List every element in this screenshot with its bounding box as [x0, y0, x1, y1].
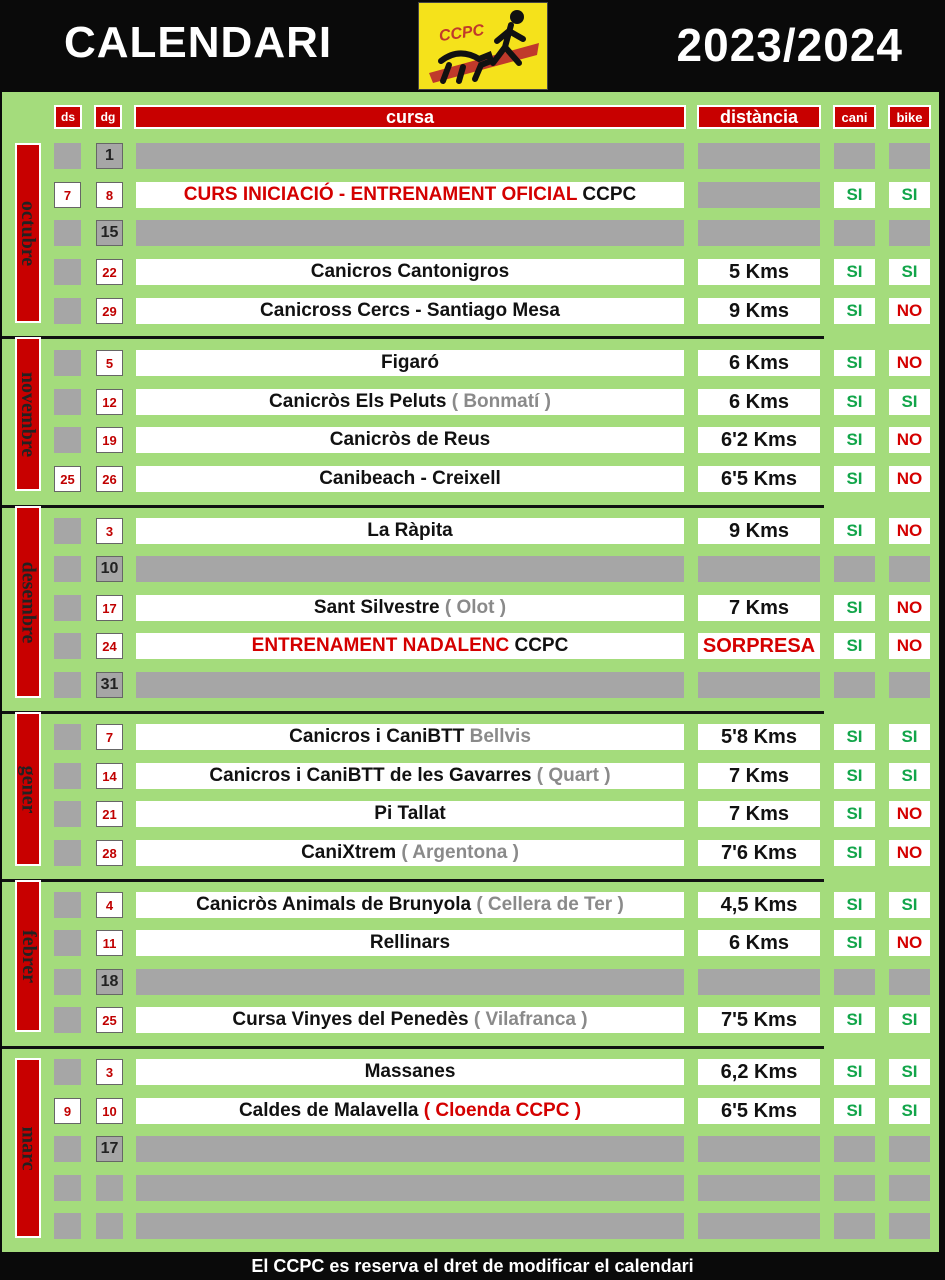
month-tab	[15, 1058, 41, 1238]
race-name-part: Canicross Cercs - Santiago Mesa	[260, 300, 560, 321]
bike-cell: SI	[889, 1098, 930, 1124]
race-name	[136, 763, 684, 789]
distance-cell: 4,5 Kms	[698, 892, 820, 918]
race-name-part: ( Cloenda CCPC )	[423, 1100, 582, 1121]
month-tab	[15, 880, 41, 1032]
distance-cell	[698, 556, 820, 582]
race-name	[136, 556, 684, 582]
bike-cell	[889, 1175, 930, 1201]
race-name	[136, 389, 684, 415]
bike-cell: NO	[889, 298, 930, 324]
dg-cell: 22	[96, 259, 123, 285]
race-name	[136, 1098, 684, 1124]
race-name-part: ( Bonmatí )	[451, 391, 551, 412]
ds-cell	[54, 801, 81, 827]
ds-cell	[54, 556, 81, 582]
ds-cell	[54, 1136, 81, 1162]
dg-cell: 4	[96, 892, 123, 918]
race-name-part: CaniXtrem	[301, 842, 402, 863]
cani-cell: SI	[834, 259, 875, 285]
cani-cell	[834, 1136, 875, 1162]
season-label: 2023/2024	[676, 19, 903, 71]
dg-cell: 10	[96, 556, 123, 582]
bike-cell: NO	[889, 427, 930, 453]
race-name	[136, 801, 684, 827]
race-name-part: Pi Tallat	[374, 803, 446, 824]
distance-cell: 9 Kms	[698, 298, 820, 324]
cani-cell	[834, 143, 875, 169]
distance-cell	[698, 1213, 820, 1239]
race-name-part: Figaró	[380, 352, 440, 373]
ds-cell	[54, 595, 81, 621]
race-name-part: ( Vilafranca )	[473, 1009, 588, 1030]
race-name	[136, 840, 684, 866]
bike-cell	[889, 672, 930, 698]
column-header-ds: ds	[54, 105, 82, 129]
dg-cell: 31	[96, 672, 123, 698]
ds-cell	[54, 892, 81, 918]
footer-note: El CCPC es reserva el dret de modificar el calendari	[0, 1252, 945, 1280]
ds-cell	[54, 427, 81, 453]
dg-cell: 11	[96, 930, 123, 956]
month-label: gener	[17, 765, 40, 813]
dg-cell: 28	[96, 840, 123, 866]
month-divider	[2, 879, 824, 882]
ds-cell	[54, 1175, 81, 1201]
dg-cell: 17	[96, 1136, 123, 1162]
cani-cell: SI	[834, 182, 875, 208]
race-name-part: La Ràpita	[367, 520, 453, 541]
month-label: desembre	[17, 561, 40, 643]
race-name-part: CURS INICIACIÓ - ENTRENAMENT OFICIAL	[183, 184, 583, 205]
cani-cell	[834, 220, 875, 246]
race-name-part: Canicros i CaniBTT	[289, 726, 470, 747]
month-label: marc	[17, 1125, 40, 1171]
dg-cell: 7	[96, 724, 123, 750]
bike-cell: NO	[889, 518, 930, 544]
header	[0, 0, 945, 90]
distance-cell: 7 Kms	[698, 763, 820, 789]
month-label: febrer	[17, 929, 40, 983]
bike-cell: NO	[889, 595, 930, 621]
cani-cell: SI	[834, 389, 875, 415]
cani-cell: SI	[834, 298, 875, 324]
month-divider	[2, 711, 824, 714]
cani-cell: SI	[834, 633, 875, 659]
distance-cell: 6 Kms	[698, 350, 820, 376]
race-name-part: Cursa Vinyes del Penedès	[232, 1009, 474, 1030]
race-name-part: Canicròs Animals de Brunyola	[196, 894, 477, 915]
bike-cell	[889, 1136, 930, 1162]
dg-cell: 29	[96, 298, 123, 324]
ds-cell	[54, 763, 81, 789]
race-name-part: Canicros i CaniBTT de les Gavarres	[209, 765, 537, 786]
distance-cell: 6 Kms	[698, 930, 820, 956]
distance-cell: 5'8 Kms	[698, 724, 820, 750]
distance-cell: 6'5 Kms	[698, 1098, 820, 1124]
distance-cell: 7 Kms	[698, 595, 820, 621]
bike-cell: SI	[889, 892, 930, 918]
cani-cell: SI	[834, 427, 875, 453]
dg-cell: 3	[96, 1059, 123, 1085]
race-name-part: Canicròs Els Peluts	[269, 391, 452, 412]
bike-cell: NO	[889, 930, 930, 956]
ds-cell	[54, 672, 81, 698]
race-name-part: ( Argentona )	[401, 842, 519, 863]
race-name	[136, 298, 684, 324]
distance-cell: 7'5 Kms	[698, 1007, 820, 1033]
race-name-part: Caldes de Malavella	[238, 1100, 424, 1121]
month-label: octubre	[17, 200, 40, 266]
cani-cell: SI	[834, 595, 875, 621]
cani-cell	[834, 1175, 875, 1201]
race-name	[136, 1213, 684, 1239]
bike-cell: NO	[889, 840, 930, 866]
column-header-cani: cani	[833, 105, 876, 129]
cani-cell	[834, 1213, 875, 1239]
cani-cell	[834, 556, 875, 582]
bike-cell	[889, 969, 930, 995]
race-name	[136, 930, 684, 956]
race-name	[136, 518, 684, 544]
cani-cell	[834, 969, 875, 995]
dg-cell	[96, 1213, 123, 1239]
ds-cell	[54, 1059, 81, 1085]
distance-cell	[698, 969, 820, 995]
race-name-part: Sant Silvestre	[313, 597, 445, 618]
distance-cell: 5 Kms	[698, 259, 820, 285]
race-name-part: ( Olot )	[444, 597, 507, 618]
dg-cell: 14	[96, 763, 123, 789]
cani-cell: SI	[834, 518, 875, 544]
distance-cell: 7 Kms	[698, 801, 820, 827]
distance-cell: 6 Kms	[698, 389, 820, 415]
dg-cell: 19	[96, 427, 123, 453]
distance-cell: 6'5 Kms	[698, 466, 820, 492]
ds-cell	[54, 1007, 81, 1033]
ds-cell	[54, 259, 81, 285]
bike-cell: SI	[889, 1007, 930, 1033]
dg-cell: 18	[96, 969, 123, 995]
ds-cell	[54, 220, 81, 246]
ds-cell	[54, 298, 81, 324]
dg-cell: 25	[96, 1007, 123, 1033]
cani-cell: SI	[834, 763, 875, 789]
ds-cell	[54, 930, 81, 956]
race-name-part: Massanes	[364, 1061, 456, 1082]
ds-cell	[54, 969, 81, 995]
bike-cell: NO	[889, 633, 930, 659]
cani-cell: SI	[834, 466, 875, 492]
race-name	[136, 350, 684, 376]
bike-cell: SI	[889, 763, 930, 789]
logo-text: CCPC	[437, 21, 486, 46]
bike-cell	[889, 556, 930, 582]
race-name	[136, 427, 684, 453]
ds-cell	[54, 518, 81, 544]
month-tab	[15, 337, 41, 491]
race-name	[136, 182, 684, 208]
distance-cell	[698, 143, 820, 169]
distance-cell: 6'2 Kms	[698, 427, 820, 453]
distance-cell: 9 Kms	[698, 518, 820, 544]
ds-cell	[54, 143, 81, 169]
distance-cell	[698, 182, 820, 208]
bike-cell: SI	[889, 724, 930, 750]
ds-cell	[54, 350, 81, 376]
dg-cell: 5	[96, 350, 123, 376]
race-name-part: CCPC	[582, 184, 637, 205]
distance-cell: SORPRESA	[698, 633, 820, 659]
race-name	[136, 1059, 684, 1085]
bike-cell	[889, 143, 930, 169]
ds-cell: 9	[54, 1098, 81, 1124]
distance-cell	[698, 220, 820, 246]
cani-cell	[834, 672, 875, 698]
dg-cell	[96, 1175, 123, 1201]
column-header-dg: dg	[94, 105, 122, 129]
distance-cell	[698, 672, 820, 698]
dg-cell: 1	[96, 143, 123, 169]
race-name	[136, 220, 684, 246]
month-divider	[2, 336, 824, 339]
distance-cell: 7'6 Kms	[698, 840, 820, 866]
cani-cell: SI	[834, 1007, 875, 1033]
month-tab	[15, 143, 41, 323]
ds-cell: 25	[54, 466, 81, 492]
cani-cell: SI	[834, 801, 875, 827]
distance-cell: 6,2 Kms	[698, 1059, 820, 1085]
ds-cell	[54, 840, 81, 866]
cani-cell: SI	[834, 724, 875, 750]
club-logo	[418, 2, 548, 90]
race-name	[136, 143, 684, 169]
dg-cell: 15	[96, 220, 123, 246]
month-label: novembre	[17, 371, 40, 457]
cani-cell: SI	[834, 840, 875, 866]
race-name-part: Rellinars	[369, 932, 451, 953]
race-name-part: Bellvis	[469, 726, 531, 747]
dg-cell: 10	[96, 1098, 123, 1124]
race-name	[136, 595, 684, 621]
bike-cell: NO	[889, 350, 930, 376]
race-name-part: Canibeach - Creixell	[319, 468, 501, 489]
month-divider	[2, 505, 824, 508]
bike-cell	[889, 220, 930, 246]
column-header-race: cursa	[134, 105, 686, 129]
month-tab	[15, 506, 41, 698]
dg-cell: 21	[96, 801, 123, 827]
distance-cell	[698, 1175, 820, 1201]
column-header-bike: bike	[888, 105, 931, 129]
cani-cell: SI	[834, 930, 875, 956]
race-name	[136, 1007, 684, 1033]
cani-cell: SI	[834, 350, 875, 376]
race-name	[136, 466, 684, 492]
race-name	[136, 672, 684, 698]
cani-cell: SI	[834, 892, 875, 918]
runner-dog-icon	[419, 3, 547, 89]
dg-cell: 8	[96, 182, 123, 208]
race-name-part: ENTRENAMENT NADALENC	[251, 635, 515, 656]
bike-cell: SI	[889, 259, 930, 285]
ds-cell	[54, 389, 81, 415]
ds-cell: 7	[54, 182, 81, 208]
race-name	[136, 969, 684, 995]
bike-cell: NO	[889, 801, 930, 827]
bike-cell: SI	[889, 389, 930, 415]
dg-cell: 26	[96, 466, 123, 492]
race-name	[136, 1136, 684, 1162]
race-name-part: CCPC	[514, 635, 569, 656]
bike-cell: NO	[889, 466, 930, 492]
race-name-part: ( Quart )	[536, 765, 611, 786]
race-name-part: Canicròs de Reus	[329, 429, 491, 450]
bike-cell	[889, 1213, 930, 1239]
race-name-part: ( Cellera de Ter )	[476, 894, 624, 915]
race-name	[136, 892, 684, 918]
race-name	[136, 633, 684, 659]
page-title: CALENDARI	[64, 18, 333, 67]
race-name	[136, 724, 684, 750]
dg-cell: 24	[96, 633, 123, 659]
race-name	[136, 1175, 684, 1201]
race-name-part: Canicros Cantonigros	[310, 261, 510, 282]
column-header-distance: distància	[697, 105, 821, 129]
dg-cell: 17	[96, 595, 123, 621]
month-divider	[2, 1046, 824, 1049]
bike-cell: SI	[889, 182, 930, 208]
distance-cell	[698, 1136, 820, 1162]
cani-cell: SI	[834, 1098, 875, 1124]
cani-cell: SI	[834, 1059, 875, 1085]
ds-cell	[54, 724, 81, 750]
ds-cell	[54, 1213, 81, 1239]
bike-cell: SI	[889, 1059, 930, 1085]
month-tab	[15, 712, 41, 866]
ds-cell	[54, 633, 81, 659]
dg-cell: 12	[96, 389, 123, 415]
race-name	[136, 259, 684, 285]
dg-cell: 3	[96, 518, 123, 544]
